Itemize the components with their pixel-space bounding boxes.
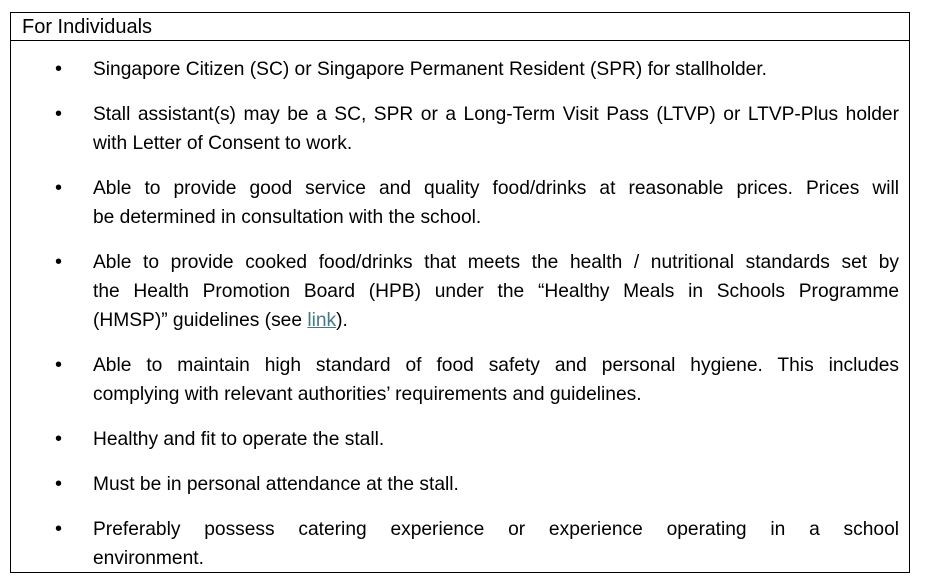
list-item-line: with Letter of Consent to work. <box>93 133 353 154</box>
bullet-icon: • <box>55 58 63 80</box>
list-item-text <box>93 174 899 232</box>
list-item-text <box>93 351 899 409</box>
list-item-line: Able to provide good service and quality food/drinks at reasonable prices. Prices will <box>93 178 899 199</box>
bullet-icon: • <box>55 354 63 376</box>
list-item-line-prefix: (HMSP)” guidelines (see <box>93 310 308 331</box>
list-item-line: environment. <box>93 548 204 569</box>
hmsp-guidelines-link[interactable]: link <box>307 310 337 331</box>
list-item-line: Must be in personal attendance at the stall. <box>93 474 459 495</box>
list-item-line: Preferably possess catering experience or experience operating in a school <box>93 519 899 540</box>
list-item-line: Stall assistant(s) may be a SC, SPR or a Long-Term Visit Pass (LTVP) or LTVP-Plus holder <box>93 104 899 125</box>
bullet-icon: • <box>55 473 63 495</box>
table-header: For Individuals <box>11 13 909 41</box>
list-item-text <box>93 515 899 573</box>
list-item-line-suffix: ). <box>336 310 348 331</box>
list-item-line: Able to provide cooked food/drinks that meets the health / nutritional standards set by <box>93 252 899 273</box>
bullet-icon: • <box>55 428 63 450</box>
bullet-icon: • <box>55 103 63 125</box>
list-item-text <box>93 425 899 454</box>
list-item-text <box>93 100 899 158</box>
list-item-text <box>93 55 899 84</box>
list-item-line: complying with relevant authorities’ requirements and guidelines. <box>93 384 642 405</box>
list-item-line: Able to maintain high standard of food safety and personal hygiene. This includes <box>93 355 899 376</box>
list-item-line: be determined in consultation with the school. <box>93 207 482 228</box>
list-item-line: the Health Promotion Board (HPB) under the “Healthy Meals in Schools Programme <box>93 281 899 302</box>
list-item-text <box>93 470 899 499</box>
bullet-icon: • <box>55 518 63 540</box>
list-item-line: Healthy and fit to operate the stall. <box>93 429 385 450</box>
bullet-icon: • <box>55 177 63 199</box>
eligibility-table <box>10 12 910 573</box>
list-item-text <box>93 248 899 335</box>
bullet-icon: • <box>55 251 63 273</box>
list-item-line <box>93 306 899 335</box>
list-item-line: Singapore Citizen (SC) or Singapore Permanent Resident (SPR) for stallholder. <box>93 59 768 80</box>
